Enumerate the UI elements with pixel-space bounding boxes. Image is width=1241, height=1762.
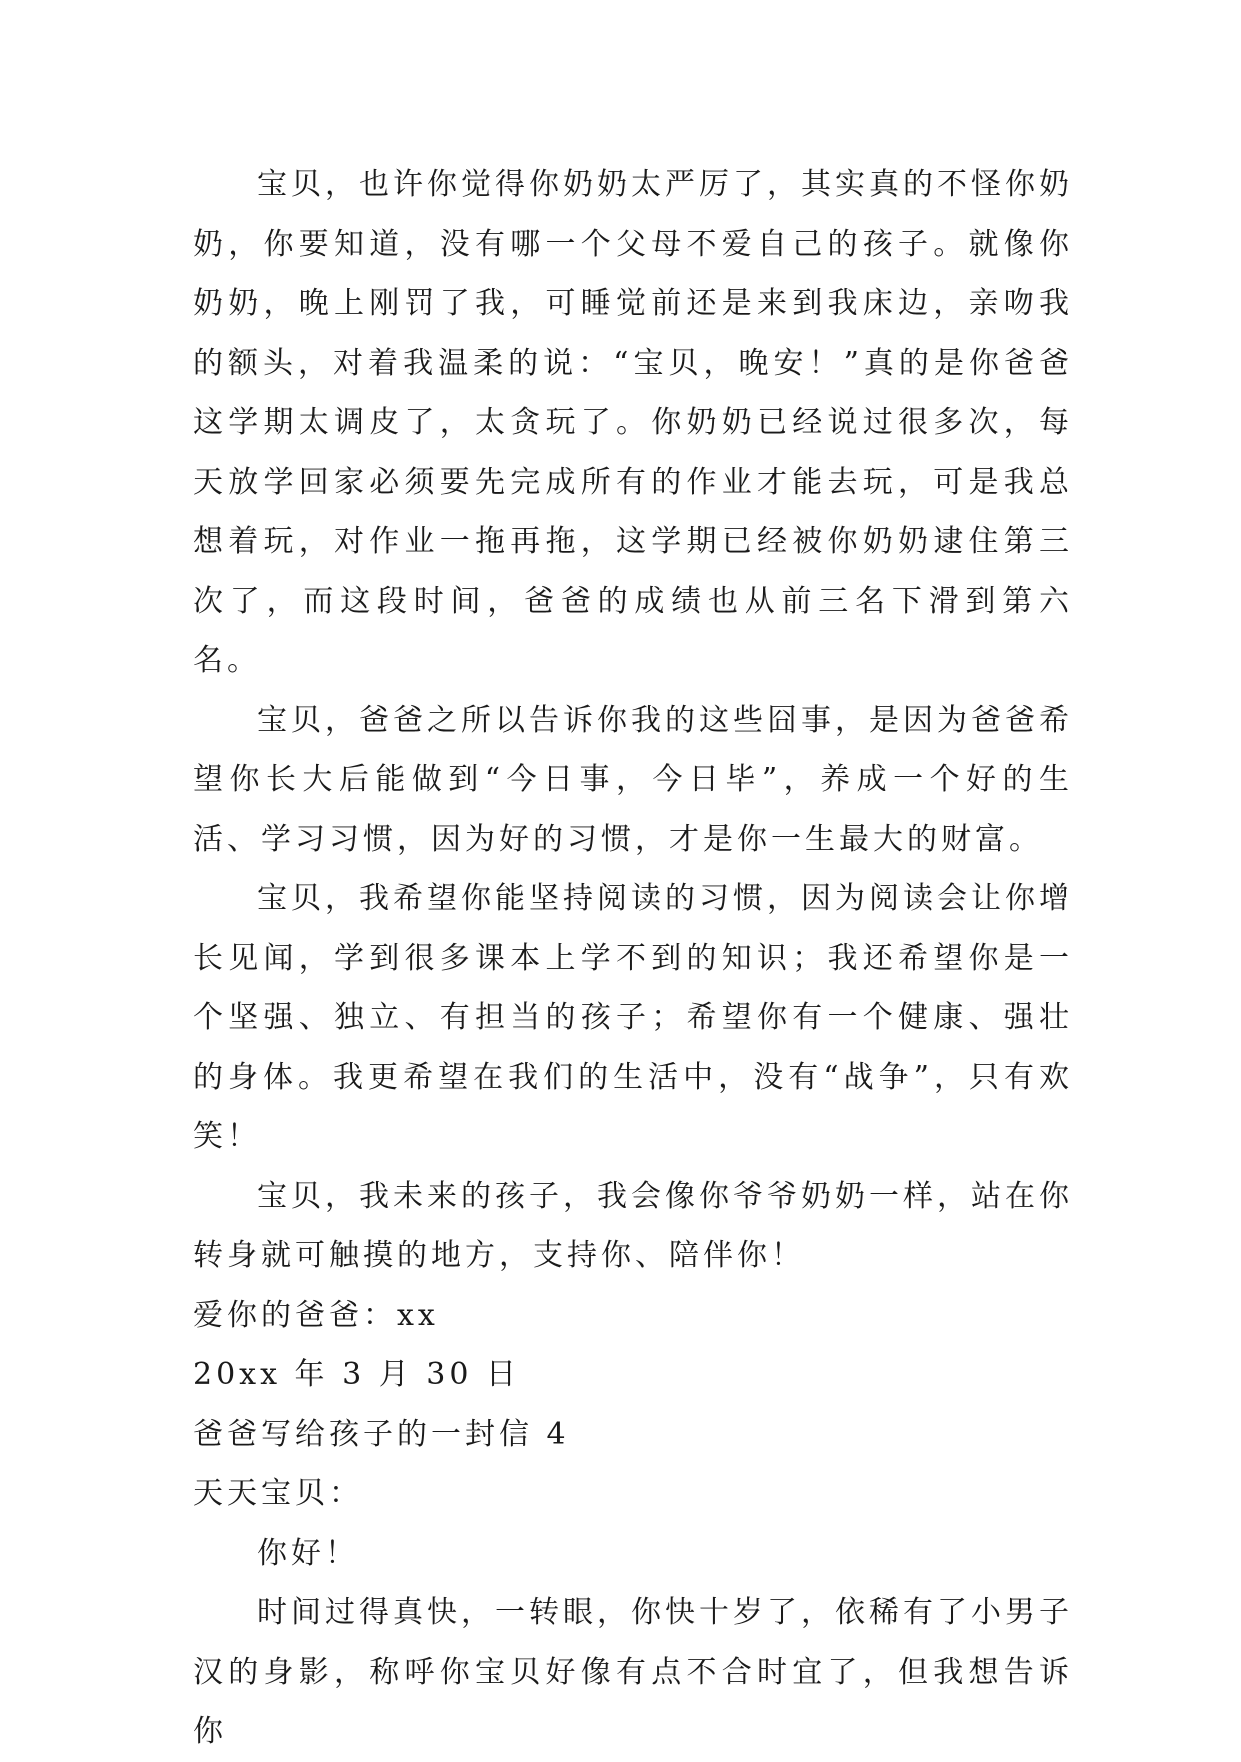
salutation: 天天宝贝： — [193, 1476, 363, 1511]
document-body — [193, 155, 1073, 1762]
greeting: 你好！ — [257, 1535, 359, 1571]
paragraph-3: 宝贝，我希望你能坚持阅读的习惯，因为阅读会让你增长见闻，学到很多课本上学不到的知识；我还希望你是一个坚强、独立、有担当的孩子；希望你有一个健康、强壮的身体。我更希望在我们的生活中，没有“战争”，只有欢笑！ — [193, 881, 1073, 1154]
letter-date: 20xx 年 3 月 30 日 — [193, 1357, 520, 1392]
paragraph-2: 宝贝，爸爸之所以告诉你我的这些囧事，是因为爸爸希望你长大后能做到“今日事，今日毕”，养成一个好的生活、学习习惯，因为好的习惯，才是你一生最大的财富。 — [193, 702, 1073, 857]
closing-paragraph: 时间过得真快，一转眼，你快十岁了，依稀有了小男子汉的身影，称呼你宝贝好像有点不合时宜了，但我想告诉你 — [193, 1595, 1073, 1749]
letter-title: 爸爸写给孩子的一封信 4 — [193, 1416, 570, 1452]
paragraph-1: 宝贝，也许你觉得你奶奶太严厉了，其实真的不怪你奶奶，你要知道，没有哪一个父母不爱自己的孩子。就像你奶奶，晚上刚罚了我，可睡觉前还是来到我床边，亲吻我的额头，对着我温柔的说：“宝贝，晚安！”真的是你爸爸这学期太调皮了，太贪玩了。你奶奶已经说过很多次，每天放学回家必须要先完成所有的作业才能去玩，可是我总想着玩，对作业一拖再拖，这学期已经被你奶奶逮住第三次了，而这段时间，爸爸的成绩也从前三名下滑到第六名。 — [193, 167, 1073, 678]
paragraph-4: 宝贝，我未来的孩子，我会像你爷爷奶奶一样，站在你转身就可触摸的地方，支持你、陪伴你！ — [193, 1178, 1073, 1273]
signature: 爱你的爸爸：xx — [193, 1297, 439, 1333]
